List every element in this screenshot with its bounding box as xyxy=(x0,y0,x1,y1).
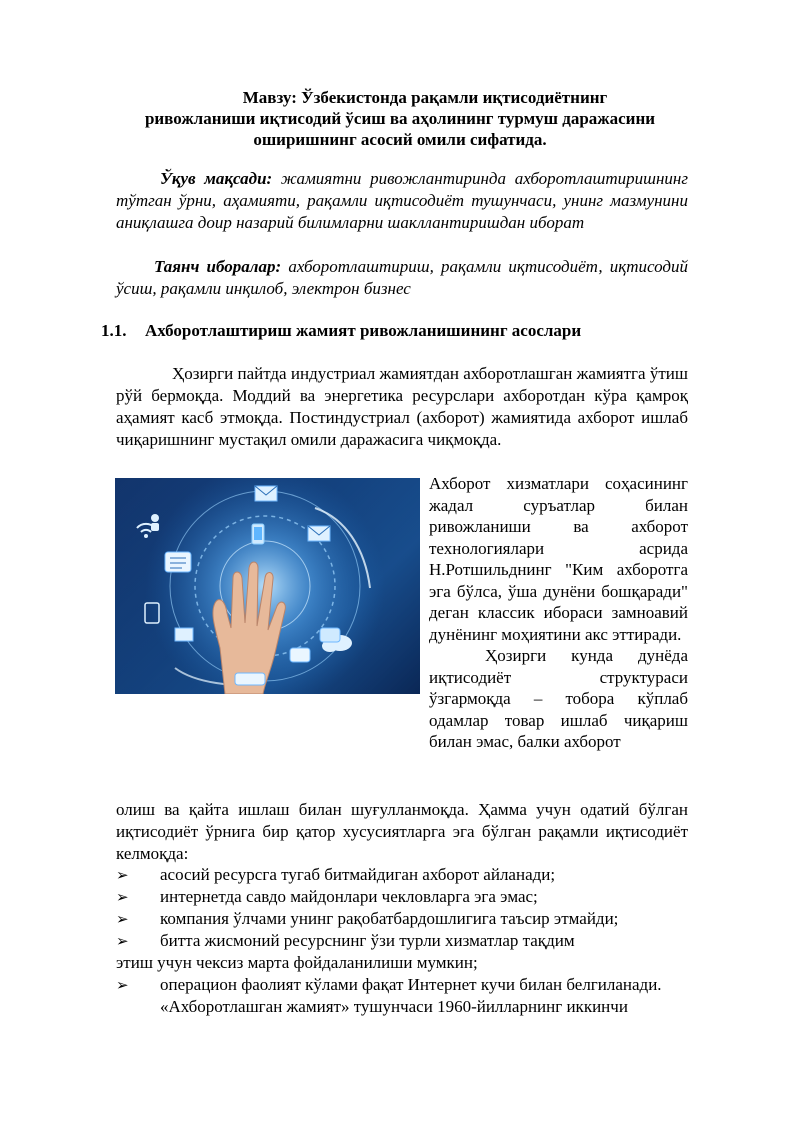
title-line-1: Мавзу: Ўзбекистонда рақамли иқтисодиётнинг xyxy=(242,88,608,107)
title-line-3: оширишнинг асосий омили сифатида. xyxy=(253,130,547,149)
learning-goal-label: Ўқув мақсади: xyxy=(160,169,273,188)
section-number: 1.1. xyxy=(101,321,127,340)
keywords-paragraph xyxy=(116,256,688,300)
list-item: ➢ битта жисмоний ресурснинг ўзи турли хизматлар тақдим этиш учун чексиз марта фойдаланилиши мумкин; xyxy=(116,930,726,974)
learning-goal-paragraph xyxy=(116,168,688,234)
illustration-svg xyxy=(115,478,420,694)
digital-technology-image xyxy=(115,478,420,694)
arrow-bullet-icon: ➢ xyxy=(116,910,129,928)
feature-list xyxy=(116,864,726,996)
arrow-bullet-icon: ➢ xyxy=(116,976,129,994)
chat-icon xyxy=(165,552,191,572)
list-item-wrap: этиш учун чексиз марта фойдаланилиши мумкин; xyxy=(116,953,478,972)
learning-goal-text: жамиятни ривожлантиринда ахборотлаштиришнинг тўтган ўрни, аҳамияти, рақамли иқтисодиёт тушунчаси, унинг мазмунини аниқлашга доир назарий билимларни шакллантиришдан иборат xyxy=(116,169,688,232)
mail-icon-2 xyxy=(308,526,330,541)
list-item: ➢ компания ўлчами унинг рақобатбардошлигига таъсир этмайди; xyxy=(116,909,619,928)
list-item: ➢ интернетда савдо майдонлари чекловларга эга эмас; xyxy=(116,887,538,906)
phone-icon xyxy=(252,524,264,544)
arrow-bullet-icon: ➢ xyxy=(116,866,129,884)
mail-icon xyxy=(255,486,277,501)
keywords-label: Таянч иборалар: xyxy=(154,257,282,276)
arrow-bullet-icon: ➢ xyxy=(116,888,129,906)
section-heading xyxy=(101,320,581,342)
section-title: Ахборотлаштириш жамият ривожланишининг асослари xyxy=(145,321,582,340)
continuation-paragraph: олиш ва қайта ишлаш билан шуғулланмоқда. Ҳамма учун одатий бўлган иқтисодиёт ўрнига бир қатор хусусиятларга эга бўлган рақамли иқтисодиёт келмоқда: xyxy=(116,800,688,863)
arrow-bullet-icon: ➢ xyxy=(116,932,129,950)
side-paragraph-2: Ҳозирги кунда дунёда иқтисодиёт структураси ўзгармоқда – тобора кўплаб одамлар товар ишлаб чиқариш билан эмас, балки ахборот xyxy=(429,646,688,751)
next-paragraph-start: «Ахборотлашган жамият» тушунчаси 1960-йилларнинг иккинчи xyxy=(160,997,628,1016)
document-title xyxy=(100,87,700,150)
list-item: ➢ операцион фаолият кўлами фақат Интернет кучи билан белгиланади. xyxy=(116,975,662,994)
list-item: ➢ асосий ресурсга тугаб битмайдиган ахборот айланади; xyxy=(116,865,556,884)
side-paragraph-1: Ахборот хизматлари соҳасининг жадал суръатлар билан ривожланиши ва ахборот технологиялари асрида Н.Ротшильднинг "Ким ахборотга эга бўлса, ўша дунёни бошқаради" деган классик ибораси замноавий дунёнинг моҳиятини акс эттиради. xyxy=(429,474,688,644)
title-line-2: ривожланиши иқтисодий ўсиш ва аҳолининг турмуш даражасини xyxy=(144,109,656,128)
keywords-text: ахборотлаштириш, рақамли иқтисодиёт, иқтисодий ўсиш, рақамли инқилоб, электрон бизнес xyxy=(116,257,688,298)
side-text-column xyxy=(429,473,688,753)
intro-paragraph: Ҳозирги пайтда индустриал жамиятдан ахборотлашган жамиятга ўтиш рўй бермоқда. Моддий ва энергетика ресурслари ахборотдан кўра қамроқ аҳамият касб этмоқда. Постиндустриал (ахборот) жамиятида ахборот ишлаб чиқаришнинг мустақил омили даражасига чиқмоқда. xyxy=(116,364,688,449)
